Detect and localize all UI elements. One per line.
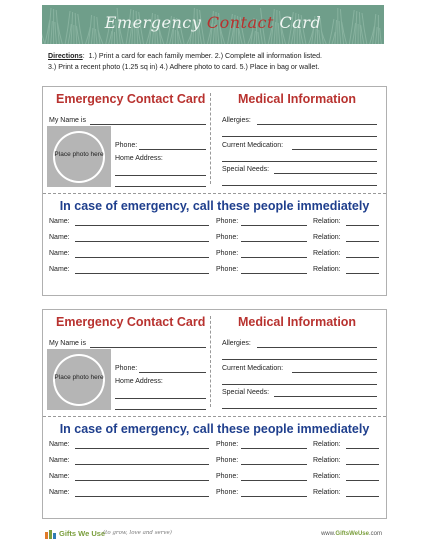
- contact-name-label: Name:: [49, 218, 70, 225]
- contact-phone-line[interactable]: [241, 225, 307, 226]
- section-divider: [43, 416, 386, 417]
- contact-phone-line[interactable]: [241, 257, 307, 258]
- card-title: Emergency Contact Card: [56, 92, 206, 106]
- directions-label: Directions: [48, 52, 83, 60]
- contact-name-line[interactable]: [75, 273, 209, 274]
- name-line[interactable]: [90, 347, 206, 348]
- medication-line-1[interactable]: [292, 149, 377, 150]
- contact-phone-line[interactable]: [241, 448, 307, 449]
- header-banner: [42, 5, 384, 44]
- contact-relation-label: Relation:: [313, 441, 341, 448]
- address-line-2[interactable]: [115, 409, 206, 410]
- contact-relation-line[interactable]: [346, 448, 379, 449]
- medication-line-2[interactable]: [222, 384, 377, 385]
- contact-relation-label: Relation:: [313, 473, 341, 480]
- medication-label: Current Medication:: [222, 142, 284, 149]
- contact-name-line[interactable]: [75, 257, 209, 258]
- allergies-label: Allergies:: [222, 117, 251, 124]
- photo-placeholder: [47, 126, 111, 187]
- contact-phone-label: Phone:: [216, 218, 239, 225]
- contact-phone-label: Phone:: [216, 489, 239, 496]
- contact-name-label: Name:: [49, 234, 70, 241]
- allergies-label: Allergies:: [222, 340, 251, 347]
- contact-name-label: Name:: [49, 457, 70, 464]
- emergency-card-2: [42, 309, 387, 519]
- directions-line-1: 1.) Print a card for each family member. 2.) Complete all information listed.: [88, 52, 323, 60]
- contact-name-line[interactable]: [75, 448, 209, 449]
- photo-text: Place photo here: [54, 374, 104, 381]
- contact-phone-label: Phone:: [216, 473, 239, 480]
- contact-phone-line[interactable]: [241, 273, 307, 274]
- special-needs-line-1[interactable]: [274, 396, 377, 397]
- gift-icon: [45, 529, 57, 539]
- contact-name-line[interactable]: [75, 241, 209, 242]
- photo-placeholder: [47, 349, 111, 410]
- footer-brand: Gifts We Use: [59, 529, 106, 538]
- card-title: Emergency Contact Card: [56, 315, 206, 329]
- phone-label: Phone:: [115, 365, 138, 372]
- contact-phone-label: Phone:: [216, 457, 239, 464]
- medication-line-1[interactable]: [292, 372, 377, 373]
- contact-phone-label: Phone:: [216, 266, 239, 273]
- medical-title: Medical Information: [238, 92, 357, 106]
- allergies-line-2[interactable]: [222, 136, 377, 137]
- contact-phone-label: Phone:: [216, 234, 239, 241]
- name-label: My Name is: [49, 340, 86, 347]
- special-needs-line-2[interactable]: [222, 408, 377, 409]
- address-line-2[interactable]: [115, 186, 206, 187]
- contact-relation-line[interactable]: [346, 225, 379, 226]
- contact-name-label: Name:: [49, 441, 70, 448]
- contact-name-label: Name:: [49, 250, 70, 257]
- contact-phone-label: Phone:: [216, 250, 239, 257]
- special-needs-line-1[interactable]: [274, 173, 377, 174]
- section-divider: [43, 193, 386, 194]
- contact-relation-line[interactable]: [346, 464, 379, 465]
- contact-relation-label: Relation:: [313, 250, 341, 257]
- column-divider: [210, 93, 211, 184]
- phone-label: Phone:: [115, 142, 138, 149]
- name-label: My Name is: [49, 117, 86, 124]
- contact-relation-line[interactable]: [346, 257, 379, 258]
- special-needs-label: Special Needs:: [222, 166, 270, 173]
- allergies-line-1[interactable]: [257, 124, 377, 125]
- contact-phone-line[interactable]: [241, 496, 307, 497]
- contact-phone-line[interactable]: [241, 480, 307, 481]
- contact-relation-label: Relation:: [313, 457, 341, 464]
- contact-relation-line[interactable]: [346, 241, 379, 242]
- special-needs-label: Special Needs:: [222, 389, 270, 396]
- contact-name-line[interactable]: [75, 480, 209, 481]
- phone-line[interactable]: [139, 149, 206, 150]
- address-line-1[interactable]: [115, 175, 206, 176]
- contact-name-label: Name:: [49, 266, 70, 273]
- contact-relation-label: Relation:: [313, 218, 341, 225]
- emergency-banner: In case of emergency, call these people immediately: [59, 422, 370, 436]
- page-title: Emergency Contact Card: [104, 13, 322, 32]
- contact-phone-label: Phone:: [216, 441, 239, 448]
- contact-name-line[interactable]: [75, 496, 209, 497]
- contact-relation-line[interactable]: [346, 273, 379, 274]
- footer-url[interactable]: www.GiftsWeUse.com: [321, 531, 382, 537]
- home-address-label: Home Address:: [115, 378, 163, 385]
- emergency-card-1: [42, 86, 387, 296]
- allergies-line-2[interactable]: [222, 359, 377, 360]
- allergies-line-1[interactable]: [257, 347, 377, 348]
- medication-line-2[interactable]: [222, 161, 377, 162]
- contact-relation-label: Relation:: [313, 489, 341, 496]
- medical-title: Medical Information: [238, 315, 357, 329]
- contact-phone-line[interactable]: [241, 464, 307, 465]
- address-line-1[interactable]: [115, 398, 206, 399]
- contact-name-line[interactable]: [75, 464, 209, 465]
- phone-line[interactable]: [139, 372, 206, 373]
- footer-tagline: (to grow, love and serve): [103, 530, 172, 536]
- contact-relation-label: Relation:: [313, 234, 341, 241]
- home-address-label: Home Address:: [115, 155, 163, 162]
- medication-label: Current Medication:: [222, 365, 284, 372]
- contact-name-line[interactable]: [75, 225, 209, 226]
- contact-relation-line[interactable]: [346, 480, 379, 481]
- directions-line-2: 3.) Print a recent photo (1.25 sq in) 4.) Adhere photo to card. 5.) Place in bag or wallet.: [48, 63, 320, 71]
- contact-name-label: Name:: [49, 489, 70, 496]
- emergency-banner: In case of emergency, call these people immediately: [59, 199, 370, 213]
- name-line[interactable]: [90, 124, 206, 125]
- photo-text: Place photo here: [54, 151, 104, 158]
- directions-text: Directions: 1.) Print a card for each family member. 2.) Complete all information listed. 3.) Print a recent photo (1.25 sq in) 4.) Adhere photo to card. 5.) Place in bag or wallet.: [48, 52, 323, 71]
- column-divider: [210, 316, 211, 407]
- contact-relation-label: Relation:: [313, 266, 341, 273]
- contact-phone-line[interactable]: [241, 241, 307, 242]
- contact-relation-line[interactable]: [346, 496, 379, 497]
- contact-name-label: Name:: [49, 473, 70, 480]
- special-needs-line-2[interactable]: [222, 185, 377, 186]
